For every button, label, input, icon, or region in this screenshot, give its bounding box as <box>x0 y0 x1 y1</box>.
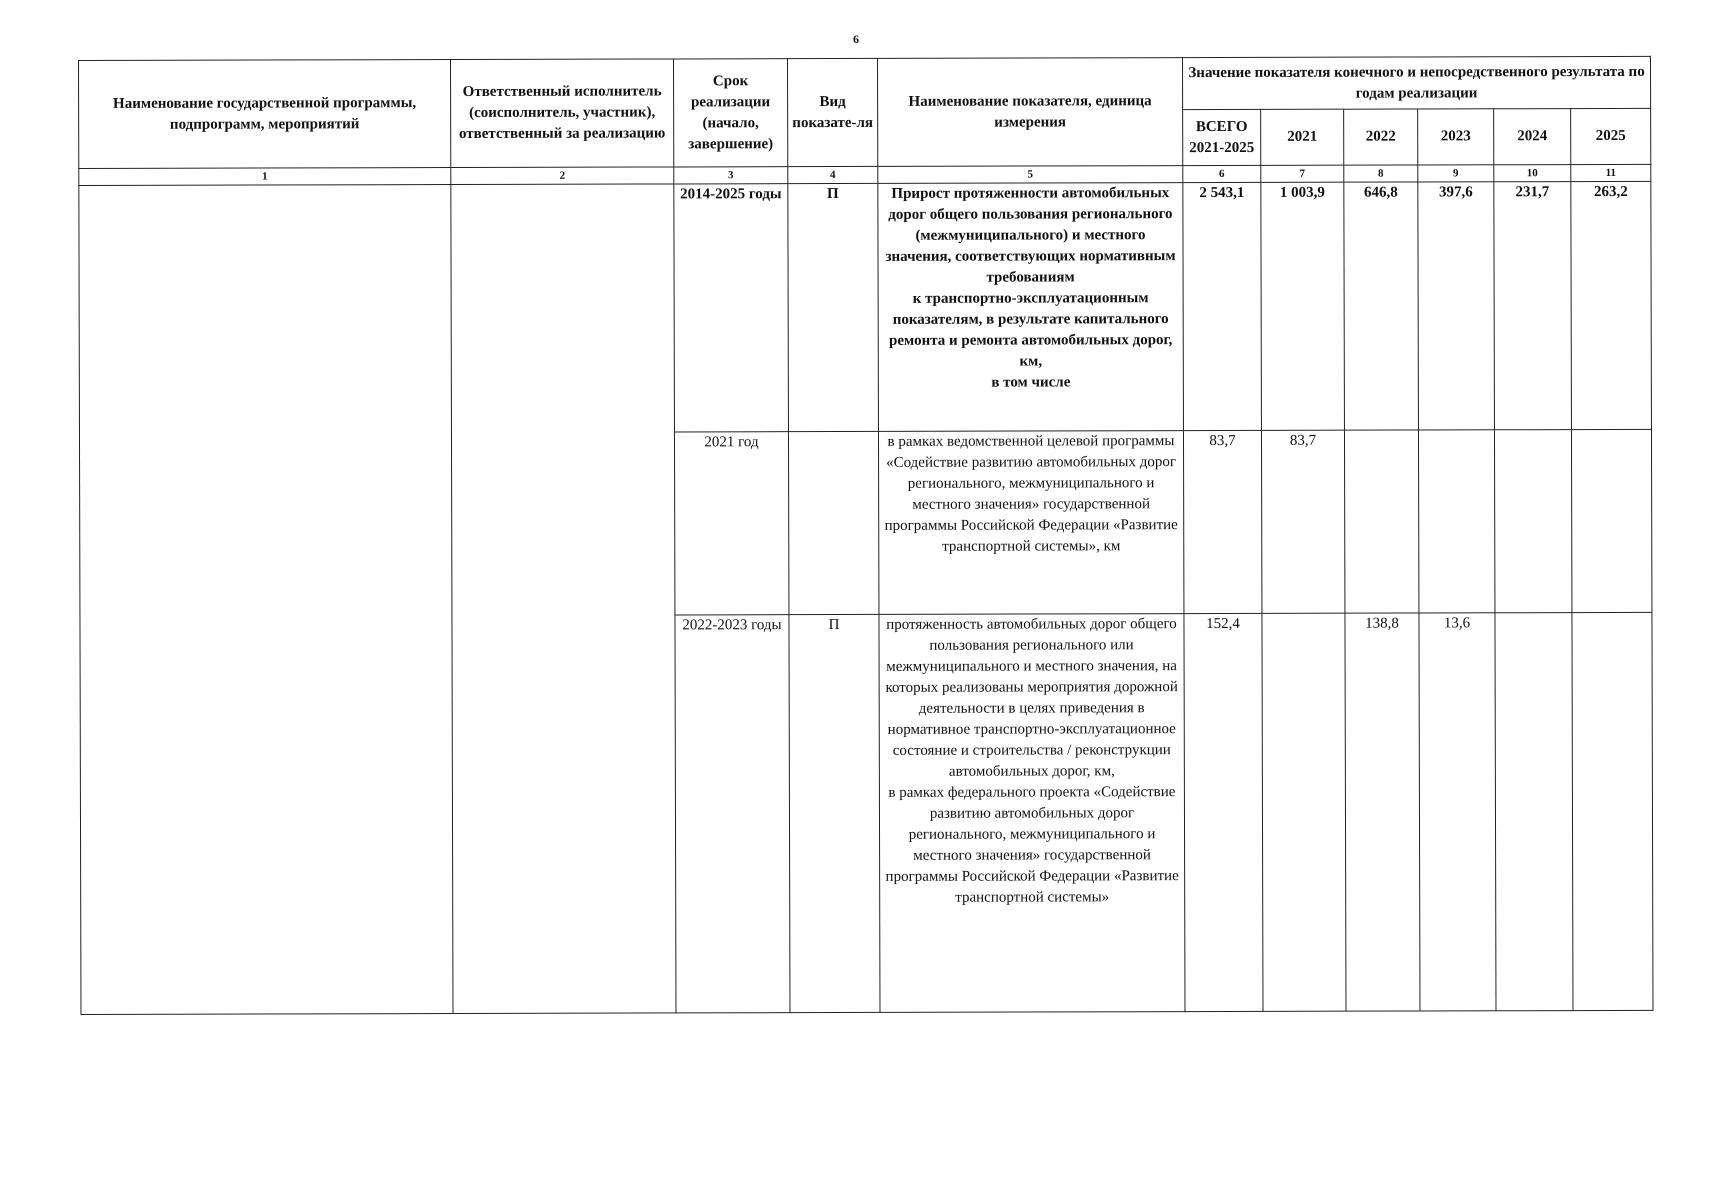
column-number: 6 <box>1183 165 1261 182</box>
column-number: 11 <box>1571 164 1651 181</box>
header-values-group: Значение показателя конечного и непосредственного результата по годам реализации <box>1182 56 1650 109</box>
header-year-2023: 2023 <box>1418 109 1494 165</box>
value-2023-cell: 397,6 <box>1418 182 1495 430</box>
header-responsible: Ответственный исполнитель (соисполнитель, участник), ответственный за реализацию <box>451 59 674 168</box>
value-2025-cell: 263,2 <box>1571 181 1652 429</box>
column-number: 9 <box>1418 165 1494 182</box>
indicator-name-cell: в рамках ведомственной целевой программы «Содействие развитию автомобильных дорог регионального, межмуниципального и местного значения» государственной программы Российской Федерации «Развитие транспортной системы», км <box>878 431 1183 615</box>
indicator-name-cell: протяженность автомобильных дорог общего пользования регионального или межмуниципального и местного значения, на которых реализованы мероприятия дорожной деятельности в целях приведения в нормативное транспортно-эксплуатационное состояние и строительства / реконструкции автомобильных дорог, км, в рамках федерального проекта «Содействие развитию автомобильных дорог регионального, межмуниципального и местного значения» государственной программы Российской Федерации «Развитие транспортной системы» <box>879 614 1185 1013</box>
indicator-name-cell: Прирост протяженности автомобильных дорог общего пользования регионального (межмуниципального) и местного значения, соответствующих нормативным требованиям к транспортно-эксплуатационным показателям, в результате капитального ремонта и ремонта автомобильных дорог, км, в том числе <box>878 183 1184 432</box>
period-cell: 2014-2025 годы <box>674 184 789 432</box>
header-program-name: Наименование государственной программы, подпрограмм, мероприятий <box>79 60 451 169</box>
header-indicator-type: Вид показате-ля <box>787 58 877 166</box>
value-2025-cell <box>1571 429 1651 612</box>
responsible-cell <box>451 184 676 1014</box>
page-number: 6 <box>853 32 859 46</box>
total-value-cell: 83,7 <box>1183 430 1261 613</box>
column-number: 4 <box>788 166 878 183</box>
value-2023-cell: 13,6 <box>1419 613 1496 1011</box>
value-2024-cell <box>1495 613 1573 1011</box>
column-number: 7 <box>1261 165 1344 182</box>
value-2022-cell: 138,8 <box>1345 613 1420 1011</box>
column-number: 2 <box>451 167 674 185</box>
program-name-cell <box>79 185 453 1015</box>
column-number: 10 <box>1494 165 1571 182</box>
indicator-type-cell: П <box>788 183 879 431</box>
table-row <box>79 181 1652 433</box>
indicators-table <box>78 56 1654 1015</box>
total-value-cell: 2 543,1 <box>1183 182 1262 430</box>
total-value-cell: 152,4 <box>1184 613 1263 1011</box>
indicator-type-cell: П <box>789 614 880 1012</box>
period-cell: 2022-2023 годы <box>675 615 790 1013</box>
header-indicator-name: Наименование показателя, единица измерения <box>877 58 1182 167</box>
value-2021-cell: 83,7 <box>1261 430 1344 613</box>
value-2023-cell <box>1418 430 1494 613</box>
value-2021-cell: 1 003,9 <box>1261 182 1345 430</box>
value-2024-cell: 231,7 <box>1494 182 1572 430</box>
value-2022-cell: 646,8 <box>1344 182 1419 430</box>
header-period: Срок реализации (начало, завершение) <box>673 59 787 167</box>
value-2024-cell <box>1494 430 1571 613</box>
header-year-2025: 2025 <box>1571 108 1651 164</box>
value-2022-cell <box>1344 430 1418 613</box>
column-number: 8 <box>1344 165 1418 182</box>
header-year-2022: 2022 <box>1344 109 1418 165</box>
value-2025-cell <box>1572 612 1653 1010</box>
indicator-type-cell <box>788 431 878 614</box>
value-2021-cell <box>1262 613 1346 1011</box>
column-number: 3 <box>674 167 788 184</box>
header-year-2024: 2024 <box>1494 109 1571 165</box>
column-number: 5 <box>878 166 1183 184</box>
header-year-2021: 2021 <box>1261 109 1344 165</box>
period-cell: 2021 год <box>674 432 788 615</box>
header-total: ВСЕГО 2021-2025 <box>1183 109 1261 165</box>
column-number: 1 <box>79 168 451 186</box>
